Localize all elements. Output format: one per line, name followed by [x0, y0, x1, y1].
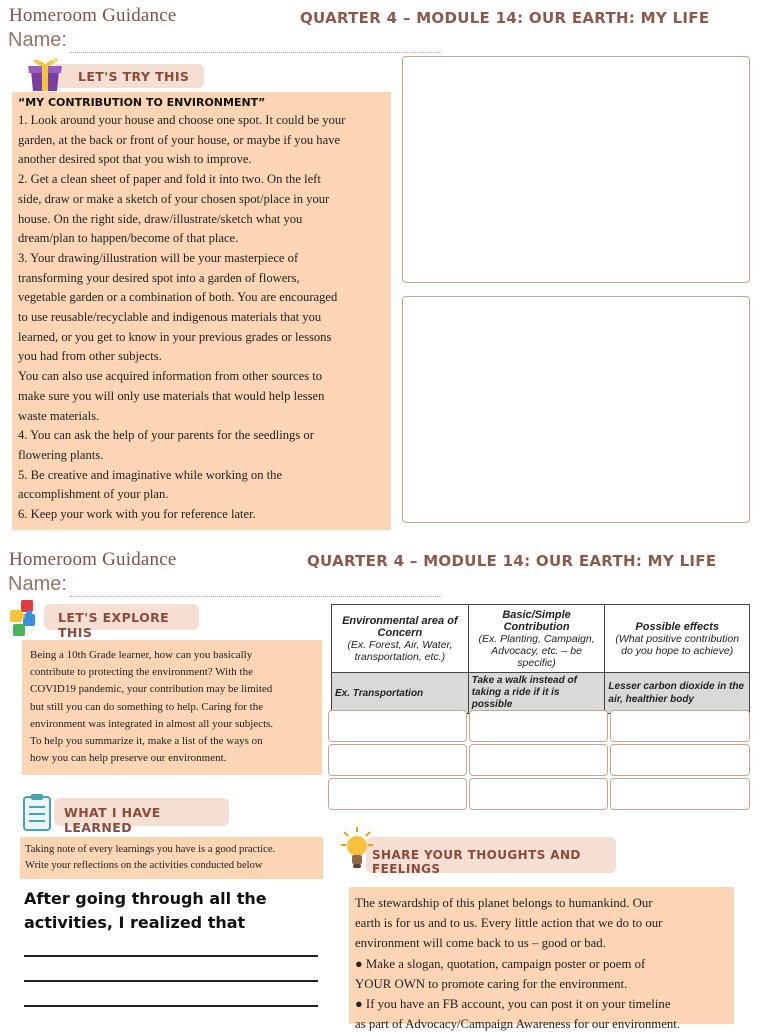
instruction-line: dream/plan to happen/become of that place.	[18, 231, 239, 246]
lightbulb-icon	[340, 826, 374, 872]
puzzle-icon	[7, 598, 45, 638]
answer-cell-r1c2[interactable]	[469, 710, 608, 742]
example-area: Ex. Transportation	[332, 673, 469, 714]
instructions-text	[18, 111, 385, 525]
share-line: earth is for us and to us. Every little action that we do to our	[355, 916, 663, 931]
instruction-line: 1. Look around your house and choose one spot. It could be your	[18, 113, 346, 127]
share-line: YOUR OWN to promote caring for the environment.	[355, 976, 628, 991]
explore-line: To help you summarize it, make a list of the ways on	[30, 735, 263, 748]
lets-try-this-pill: LET'S TRY THIS	[52, 64, 204, 88]
share-line: The stewardship of this planet belongs to humankind. Our	[355, 896, 653, 910]
table-header-area: Environmental area of Concern (Ex. Forest, Air, Water, transportation, etc.)	[332, 605, 469, 673]
quarter-title-2: QUARTER 4 – MODULE 14: OUR EARTH: MY LIFE	[307, 552, 717, 570]
instruction-line: 6. Keep your work with you for reference later.	[18, 507, 256, 522]
answer-cell-r3c1[interactable]	[328, 778, 467, 810]
instruction-line: to use reusable/recyclable and indigenous materials that you	[18, 310, 322, 325]
explore-line: but still you can do something to help. Caring for the	[30, 700, 264, 713]
instruction-line: you had from other subjects.	[18, 349, 162, 364]
answer-cell-r3c2[interactable]	[469, 778, 608, 810]
explore-text	[30, 647, 314, 767]
instruction-line: side, draw or make a sketch of your chosen spot/place in your	[18, 191, 330, 206]
answer-cell-r1c1[interactable]	[328, 710, 467, 742]
drawing-box-left[interactable]	[402, 56, 750, 283]
lets-explore-this-pill: LET'S EXPLORE THIS	[44, 604, 199, 630]
share-thoughts-pill: SHARE YOUR THOUGHTS AND FEELINGS	[366, 837, 616, 873]
name-field[interactable]	[70, 52, 442, 53]
explore-line: Being a 10th Grade learner, how can you basically	[30, 649, 253, 661]
name-label-2: Name:	[8, 573, 67, 595]
share-text	[355, 893, 728, 1034]
instruction-line: flowering plants.	[18, 447, 104, 462]
instruction-line: vegetable garden or a combination of both. You are encouraged	[18, 290, 338, 305]
reflection-prompt: After going through all the activities, I realized that	[24, 889, 267, 932]
reflection-line-2[interactable]	[24, 980, 318, 982]
checklist-icon	[20, 792, 54, 832]
answer-cell-r1c3[interactable]	[610, 710, 750, 742]
table-header-effects: Possible effects (What positive contribution do you hope to achieve)	[605, 605, 750, 673]
explore-line: COVID19 pandemic, your contribution may be limited	[30, 683, 273, 696]
answer-cell-r2c3[interactable]	[610, 744, 750, 776]
learned-panel: Taking note of every learnings you have is a good practice. Write your reflections on the activities conducted below	[20, 837, 323, 879]
share-line: ● If you have an FB account, you can post it on your timeline	[355, 997, 671, 1012]
gift-box-icon	[25, 57, 65, 93]
instruction-line: learned, or you get to know in your previous grades or lessons	[18, 329, 332, 344]
explore-line: environment was integrated in almost all your subjects.	[30, 717, 274, 730]
explore-panel	[22, 640, 322, 775]
activity-title: “MY CONTRIBUTION TO ENVIRONMENT”	[18, 96, 266, 109]
instruction-line: make sure you will only use materials that would help lessen	[18, 388, 325, 403]
table-header-contribution: Basic/Simple Contribution (Ex. Planting, Campaign, Advocacy, etc. – be specific)	[468, 605, 605, 673]
header-title-2: Homeroom Guidance	[9, 549, 177, 570]
instruction-line: 2. Get a clean sheet of paper and fold it into two. On the left	[18, 172, 321, 187]
instructions-panel	[12, 92, 391, 530]
instruction-line: 4. You can ask the help of your parents for the seedlings or	[18, 428, 314, 443]
explore-line: contribute to protecting the environment? With the	[30, 666, 253, 679]
reflection-line-3[interactable]	[24, 1005, 318, 1007]
instruction-line: You can also use acquired information from other sources to	[18, 369, 323, 384]
instruction-line: accomplishment of your plan.	[18, 487, 169, 502]
header-title: Homeroom Guidance	[9, 5, 177, 26]
share-line: ● Make a slogan, quotation, campaign poster or poem of	[355, 956, 646, 971]
answer-cell-r2c2[interactable]	[469, 744, 608, 776]
instruction-line: house. On the right side, draw/illustrate/sketch what you	[18, 211, 303, 226]
name-field-2[interactable]	[70, 596, 442, 597]
quarter-title: QUARTER 4 – MODULE 14: OUR EARTH: MY LIFE	[300, 9, 710, 27]
reflection-line-1[interactable]	[24, 955, 318, 957]
instruction-line: waste materials.	[18, 408, 100, 423]
explore-line: how you can help preserve our environment.	[30, 752, 227, 765]
instruction-line: another desired spot that you wish to improve.	[18, 152, 252, 167]
example-contribution: Take a walk instead of taking a ride if it is possible	[468, 673, 605, 714]
instruction-line: transforming your desired spot into a garden of flowers,	[18, 270, 300, 285]
what-i-have-learned-pill: WHAT I HAVE LEARNED	[54, 798, 229, 826]
example-effects: Lesser carbon dioxide in the air, healthier body	[605, 673, 750, 714]
contribution-table	[331, 604, 750, 714]
instruction-line: 5. Be creative and imaginative while working on the	[18, 467, 283, 482]
instruction-line: garden, at the back or front of your house, or maybe if you have	[18, 132, 341, 147]
share-panel	[349, 887, 734, 1032]
answer-cell-r2c1[interactable]	[328, 744, 467, 776]
name-label: Name:	[8, 29, 67, 51]
instruction-line: 3. Your drawing/illustration will be your masterpiece of	[18, 250, 299, 265]
answer-cell-r3c3[interactable]	[610, 778, 750, 810]
share-line: environment will come back to us – good or bad.	[355, 936, 606, 951]
drawing-box-right[interactable]	[402, 296, 750, 523]
share-line: as part of Advocacy/Campaign Awareness for our environment.	[355, 1017, 681, 1032]
